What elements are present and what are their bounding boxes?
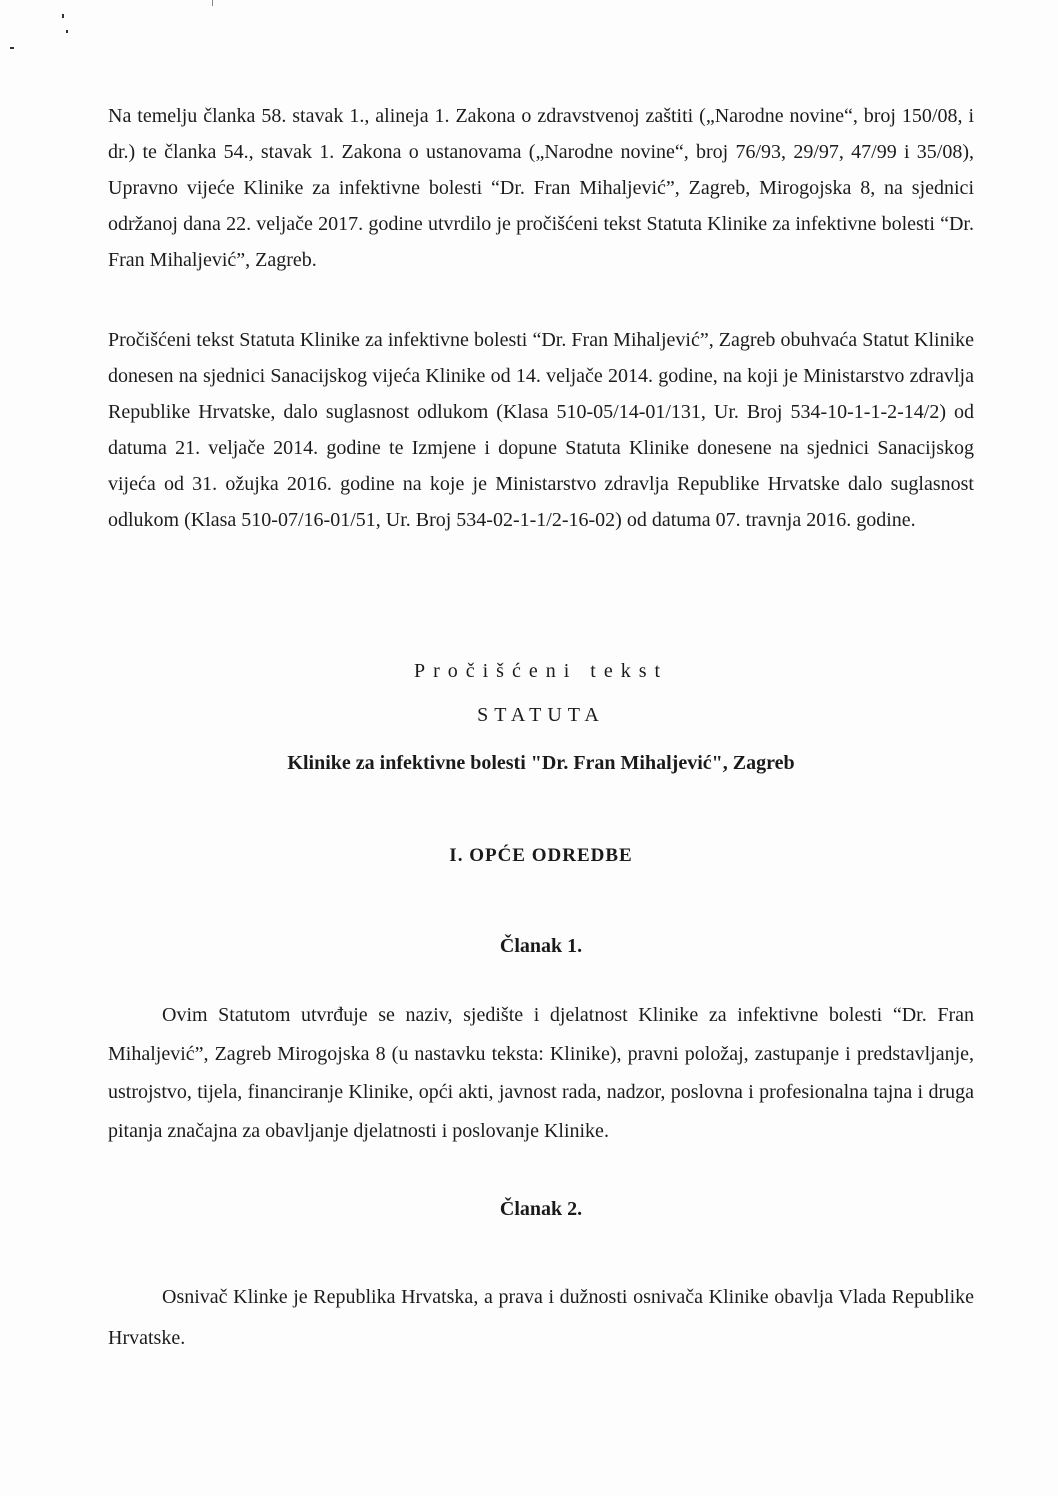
article-text: Ovim Statutom utvrđuje se naziv, sjedište i djelatnost Klinike za infektivne bolesti “Dr. Fran Mihaljević”, Zagreb Mirogojska 8 (u nastavku teksta: Klinike), pravni položaj, zastupanje i predstavljanje, ustrojstvo, tijela, financiranje Klinike, opći akti, javnost rada, nadzor, poslovna i profesionalna tajna i druga pitanja značajna za obavljanje djelatnosti i poslovanje Klinike. — [108, 1004, 974, 1142]
scan-speck — [66, 30, 68, 33]
article-heading: Članak 1. — [499, 935, 583, 957]
document-subtitle: Pročišćeni tekst — [413, 660, 669, 682]
section-heading: I. OPĆE ODREDBE — [449, 845, 633, 866]
article-heading: Članak 2. — [499, 1198, 583, 1220]
article-text: Osnivač Klinke je Republika Hrvatska, a prava i dužnosti osnivača Klinike obavlja Vlada Republike Hrvatske. — [108, 1286, 974, 1349]
consolidation-paragraph: Pročišćeni tekst Statuta Klinike za infektivne bolesti “Dr. Fran Mihaljević”, Zagreb obuhvaća Statut Klinike donesen na sjednici Sanacijskog vijeća Klinike od 14. veljače 2014. godine, na koji je Ministarstvo zdravlja Republike Hrvatske, dalo suglasnost odlukom (Klasa 510-05/14-01/131, Ur. Broj 534-10-1-1-2-14/2) od datuma 21. veljače 2014. godine te Izmjene i dopune Statuta Klinike donesene na sjednici Sanacijskog vijeća od 31. ožujka 2016. godine na koje je Ministarstvo zdravlja Republike Hrvatske dalo suglasnost odlukom (Klasa 510-07/16-01/51, Ur. Broj 534-02-1-1/2-16-02) od datuma 07. travnja 2016. godine. — [108, 329, 974, 531]
scan-speck — [62, 14, 64, 18]
document-title: STATUTA — [477, 704, 605, 726]
scan-speck — [212, 0, 213, 6]
scan-speck — [10, 47, 14, 49]
preamble-paragraph: Na temelju članka 58. stavak 1., alineja 1. Zakona o zdravstvenoj zaštiti („Narodne novine“, broj 150/08, i dr.) te članka 54., stavak 1. Zakona o ustanovama („Narodne novine“, broj 76/93, 29/97, 47/99 i 35/08), Upravno vijeće Klinike za infektivne bolesti “Dr. Fran Mihaljević”, Zagreb, Mirogojska 8, na sjednici održanoj dana 22. veljače 2017. godine utvrdilo je pročišćeni tekst Statuta Klinike za infektivne bolesti “Dr. Fran Mihaljević”, Zagreb. — [108, 105, 974, 271]
institution-name: Klinike za infektivne bolesti "Dr. Fran Mihaljević", Zagreb — [287, 752, 795, 774]
